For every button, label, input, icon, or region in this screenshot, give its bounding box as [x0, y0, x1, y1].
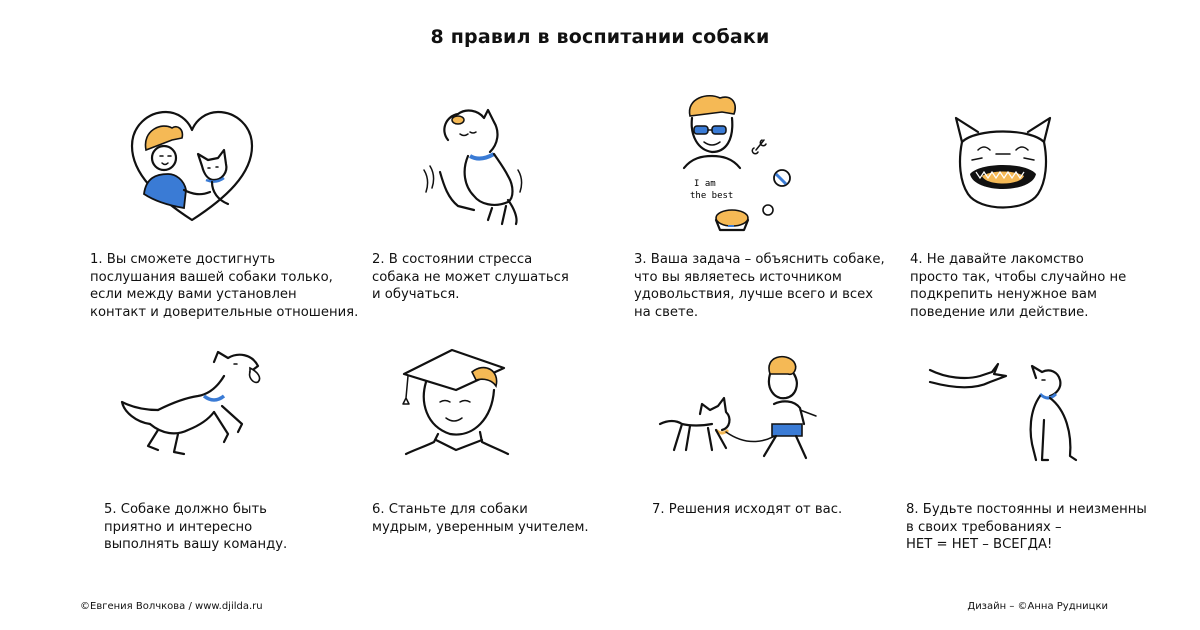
rule-5-text: 5. Собаке должно быть приятно и интересно выполнять вашу команду.: [104, 502, 288, 552]
stressed-dog-illustration: [418, 100, 528, 232]
page-title: 8 правил в воспитании собаки: [430, 26, 770, 48]
rule-1-text: 1. Вы сможете достигнуть послушания вашей собаки только, если между вами установлен контакт и доверительные отношения.: [90, 252, 359, 320]
shirt-text-line-2: the best: [690, 191, 734, 201]
rule-3-text: 3. Ваша задача – объяснить собаке, что вы являетесь источником удовольствия, лучше всего и всех на свете.: [634, 252, 885, 320]
rule-8-text: 8. Будьте постоянны и неизменны в своих требованиях – НЕТ = НЕТ – ВСЕГДА!: [906, 502, 1147, 552]
heart-person-dog-illustration: [128, 108, 256, 226]
best-person-illustration: [676, 92, 806, 238]
growling-dog-illustration: [948, 112, 1058, 222]
footer-credit-right: Дизайн – ©Анна Рудницки: [967, 601, 1108, 612]
jumping-dog-illustration: [118, 350, 268, 460]
shirt-text-line-1: I am: [694, 179, 716, 189]
graduate-illustration: [400, 346, 510, 468]
footer-credit-left: ©Евгения Волчкова / www.djilda.ru: [80, 601, 263, 612]
rule-7-text: 7. Решения исходят от вас.: [652, 502, 843, 517]
rule-2-text: 2. В состоянии стресса собака не может слушаться и обучаться.: [372, 252, 569, 302]
pointing-hand-dog-illustration: [926, 356, 1086, 464]
rule-4-text: 4. Не давайте лакомство просто так, чтобы случайно не подкрепить ненужное вам поведение или действие.: [910, 252, 1127, 320]
walking-dog-illustration: [656, 354, 826, 466]
rule-6-text: 6. Станьте для собаки мудрым, уверенным учителем.: [372, 502, 589, 535]
